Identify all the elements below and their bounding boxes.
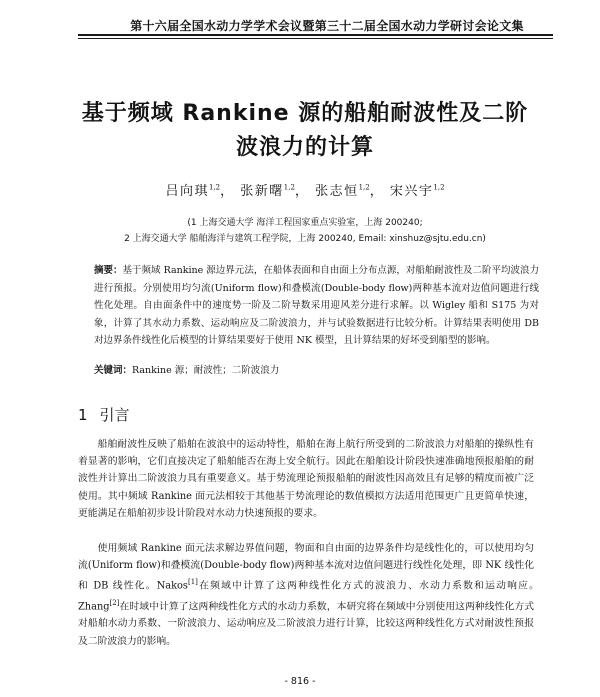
- header-rule-thin: [78, 38, 553, 39]
- paper-title-line-2: 波浪力的计算: [235, 135, 374, 160]
- paragraph-text-part: 使用频域 Rankine 面元法求解边界值问题，物面和自由面的边界条件均是线性化的，可以使用均匀流(Uniform flow)和叠模流(Double-body flow)两种基本流对边值问题进行线性化处理，即 NK 线性化和 DB 线性化。Nakos: [78, 543, 534, 592]
- section-title: 引言: [99, 406, 130, 424]
- paragraph-text: [78, 540, 544, 650]
- running-header: 第十六届全国水动力学学术会议暨第三十二届全国水动力学研讨会论文集: [130, 19, 524, 33]
- paper-title-line-1: 基于频域 Rankine 源的船舶耐波性及二阶: [81, 101, 529, 126]
- header-rule: [78, 34, 553, 36]
- section-heading-introduction: [78, 404, 130, 425]
- abstract-text: 基于频域 Rankine 源边界元法，在船体表面和自由面上分布点源，对船舶耐波性及二阶平均波浪力进行预报。分别使用均匀流(Uniform flow)和叠模流(Double-body flow)两种基本流对边值问题进行线性化处理。自由面条件中的速度势一阶及二阶导数采用迎风差分进行求解。以 Wigley 船和 S175 为对象，计算了其水动力系数、运动响应及二阶波浪力，并与试验数据进行比较分析。计算结果表明使用 DB 对边界条件线性化后模型的计算结果要好于使用 NK 模型，且计算结果的好坏受到船型的影响。: [94, 265, 539, 346]
- citation-1: [1]: [187, 578, 198, 587]
- author-name: 张新曙: [240, 184, 284, 199]
- page-number: - 816 -: [284, 676, 316, 687]
- abstract: [94, 262, 539, 350]
- section-number: 1: [78, 406, 88, 424]
- keywords: [94, 362, 539, 380]
- author-name: 张志恒: [315, 184, 359, 199]
- author-affiliation-mark: 1,2: [208, 183, 221, 192]
- author-name: 宋兴宇: [389, 184, 434, 199]
- author-separator: ，: [220, 184, 235, 199]
- affiliation-line-1: (1 上海交通大学 海洋工程国家重点实验室，上海 200240;: [187, 218, 423, 228]
- paragraph-text-part: 在频域中计算了这两种线性化方式的波浪力、水动力系数和运动响应。 Zhang: [78, 580, 544, 613]
- abstract-label: 摘要：: [94, 265, 123, 276]
- author-separator: ，: [369, 184, 385, 199]
- keywords-text: Rankine 源；耐波性；二阶波浪力: [132, 365, 280, 376]
- author-name: 吕向琪: [165, 184, 209, 199]
- author-list: [60, 180, 550, 199]
- citation-2: [2]: [109, 598, 120, 607]
- author-affiliation-mark: 1,2: [433, 183, 445, 192]
- author-separator: ，: [294, 184, 310, 199]
- affiliation-line-2: 2 上海交通大学 船舶海洋与建筑工程学院，上海 200240, Email: xinshuz@sjtu.edu.cn): [124, 234, 486, 244]
- body-paragraph-2: [78, 540, 544, 650]
- paragraph-text: 船舶耐波性反映了船舶在波浪中的运动特性，船舶在海上航行所受到的二阶波浪力对船舶的操纵性有着显著的影响，它们直接决定了船舶能否在海上安全航行。因此在船舶设计阶段快速准确地预报船舶的耐波性并计算出二阶波浪力具有重要意义。基于势流理论预报船舶的耐波性因高效且有足够的精度而被广泛使用。其中频域 Rankine 面元法相较于其他基于势流理论的数值模拟方法适用范围更广且更简单快速，更能满足在船舶初步设计阶段对水动力快速预报的要求。: [78, 439, 534, 519]
- author-affiliation-mark: 1,2: [283, 183, 295, 192]
- author-affiliation-mark: 1,2: [358, 183, 370, 192]
- body-paragraph-1: [78, 436, 534, 522]
- paragraph-text-part: 在时域中计算了这两种线性化方式的水动力系数，本研究将在频域中分别使用这两种线性化方式对船舶水动力系数、一阶波浪力、运动响应及二阶波浪力进行计算，比较这两种线性化方式对耐波性预报及二阶波浪力的影响。: [78, 601, 534, 647]
- keywords-label: 关键词：: [94, 365, 133, 376]
